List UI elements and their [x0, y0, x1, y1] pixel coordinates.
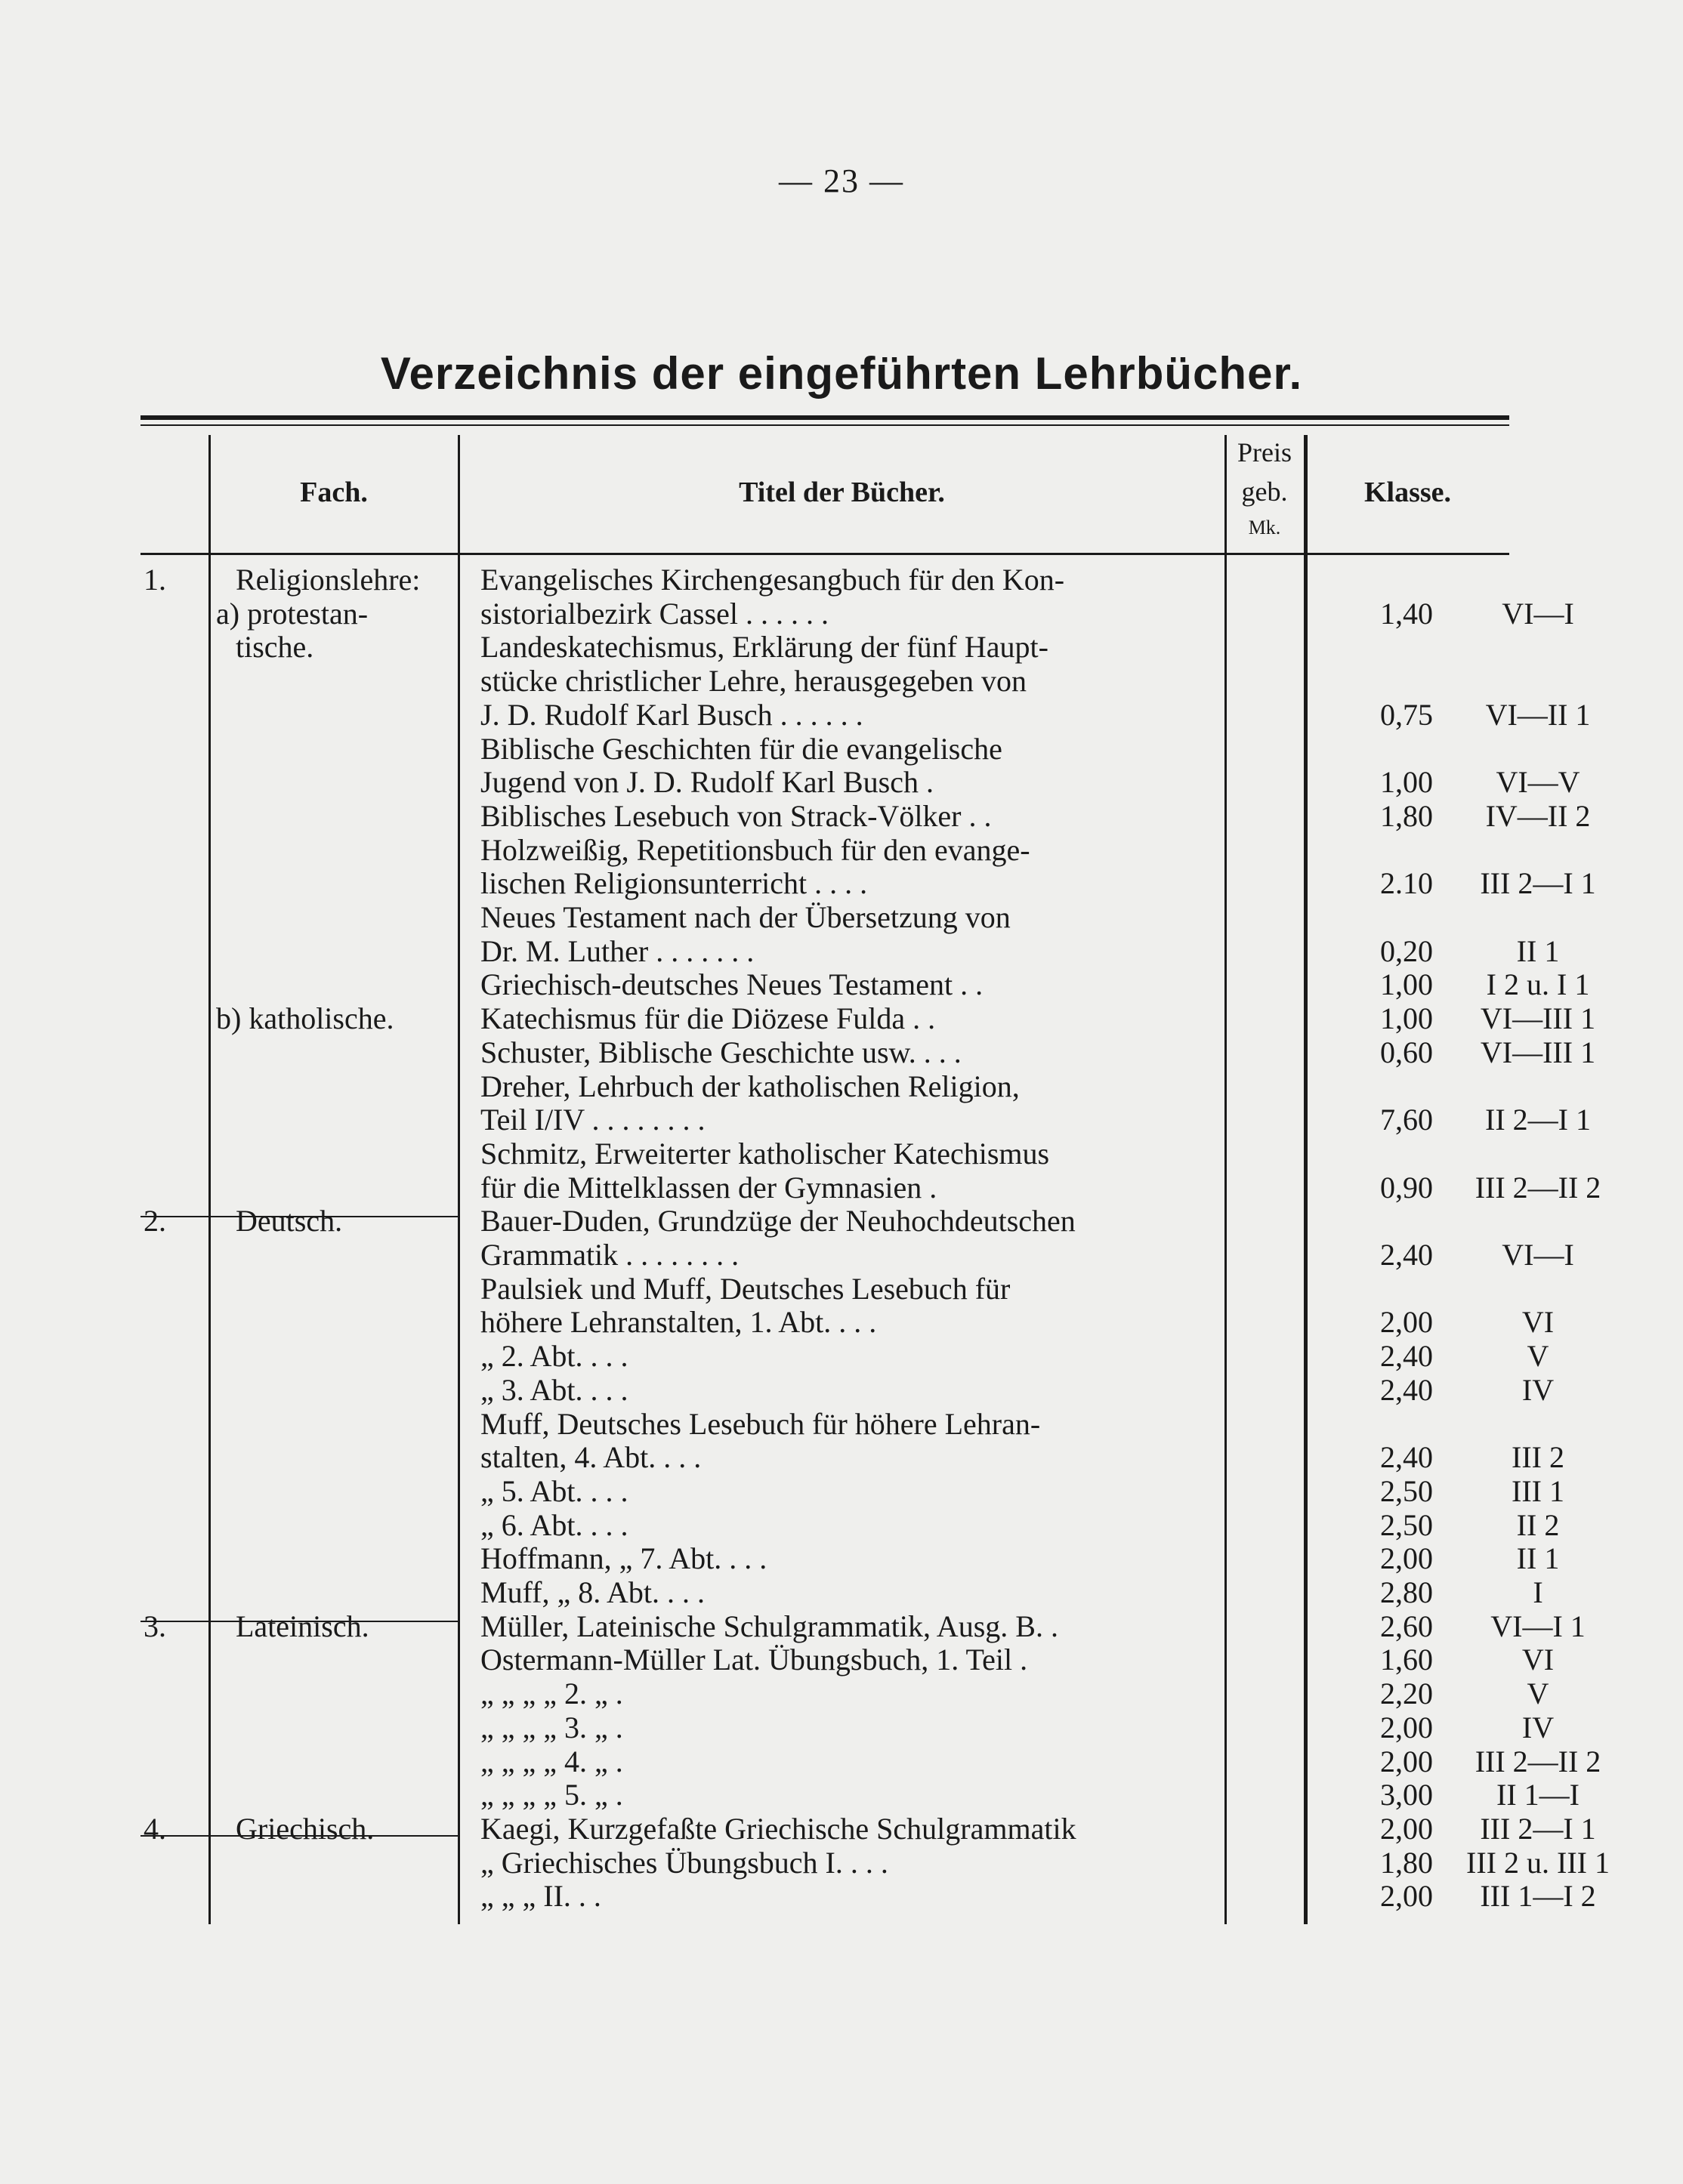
row-subject: Deutsch.	[236, 1204, 343, 1239]
table-top-rule-thick	[141, 415, 1509, 420]
header-klasse: Klasse.	[1363, 477, 1452, 508]
row-title: „ 3. Abt. . . .	[480, 1372, 628, 1407]
row-price: 0,60	[1380, 1035, 1433, 1069]
row-class: IV	[1521, 1372, 1555, 1407]
row-subject: tische.	[236, 630, 314, 665]
row-title: Grammatik . . . . . . . .	[480, 1238, 740, 1272]
row-price: 2,50	[1380, 1473, 1433, 1508]
row-class: VI—III 1	[1480, 1035, 1596, 1069]
row-number: 2.	[144, 1204, 166, 1239]
row-class: III 2	[1512, 1440, 1564, 1475]
row-class: II 1	[1516, 1541, 1560, 1576]
row-price: 2,50	[1380, 1507, 1433, 1542]
row-price: 2,00	[1380, 1305, 1433, 1340]
row-class: III 2—II 2	[1475, 1170, 1601, 1205]
row-price: 0,75	[1380, 697, 1433, 732]
row-class: VI—V	[1496, 765, 1580, 800]
header-preis: Preis	[1237, 437, 1292, 467]
row-class: VI—I	[1502, 1238, 1574, 1272]
row-title: „ „ „ „ 5. „ .	[480, 1778, 623, 1812]
row-title: „ 5. Abt. . . .	[480, 1473, 628, 1508]
header-mk: Mk.	[1248, 517, 1281, 538]
row-price: 2,40	[1380, 1372, 1433, 1407]
column-divider-num	[208, 435, 211, 1924]
row-title: für die Mittelklassen der Gymnasien .	[480, 1170, 937, 1205]
row-subject: Lateinisch.	[236, 1609, 369, 1643]
row-title: „ „ „ „ 4. „ .	[480, 1744, 623, 1778]
row-title: Dreher, Lehrbuch der katholischen Religion,	[480, 1069, 1020, 1103]
row-title: Griechisch-deutsches Neues Testament . .	[480, 967, 984, 1002]
row-title: Müller, Lateinische Schulgrammatik, Ausg. B. .	[480, 1609, 1058, 1643]
row-class: VI—I	[1502, 596, 1574, 631]
row-price: 2.10	[1380, 866, 1433, 901]
row-title: Jugend von J. D. Rudolf Karl Busch .	[480, 765, 934, 800]
row-title: Kaegi, Kurzgefaßte Griechische Schulgrammatik	[480, 1811, 1076, 1846]
row-title: „ „ „ II. . .	[480, 1879, 601, 1914]
row-class: III 2—I 1	[1480, 1811, 1596, 1846]
row-title: höhere Lehranstalten, 1. Abt. . . .	[480, 1305, 877, 1340]
row-title: Ostermann-Müller Lat. Übungsbuch, 1. Teil .	[480, 1643, 1028, 1677]
row-class: II 1	[1516, 933, 1560, 968]
row-class: III 2—II 2	[1475, 1744, 1601, 1778]
textbook-table	[141, 415, 1610, 1924]
row-subject: b) katholische.	[216, 1001, 394, 1036]
header-titel: Titel der Bücher.	[739, 477, 945, 508]
row-title: Schmitz, Erweiterter katholischer Katechismus	[480, 1136, 1050, 1171]
row-price: 2,40	[1380, 1339, 1433, 1374]
row-price: 1,00	[1380, 1001, 1433, 1036]
row-subject: Religionslehre:	[236, 563, 421, 597]
row-class: I 2 u. I 1	[1486, 967, 1590, 1002]
row-price: 2,40	[1380, 1440, 1433, 1475]
row-price: 2,00	[1380, 1879, 1433, 1914]
row-number: 3.	[144, 1609, 166, 1643]
row-price: 2,00	[1380, 1744, 1433, 1778]
row-title: J. D. Rudolf Karl Busch . . . . . .	[480, 697, 863, 732]
row-title: Hoffmann, „ 7. Abt. . . .	[480, 1541, 767, 1576]
row-title: Muff, Deutsches Lesebuch für höhere Lehran-	[480, 1406, 1041, 1441]
row-title: Teil I/IV . . . . . . . .	[480, 1103, 706, 1137]
row-class: V	[1527, 1677, 1549, 1711]
row-price: 2,00	[1380, 1710, 1433, 1744]
row-price: 2,40	[1380, 1238, 1433, 1272]
row-price: 1,40	[1380, 596, 1433, 631]
row-class: VI—III 1	[1480, 1001, 1596, 1036]
row-title: „ Griechisches Übungsbuch I. . . .	[480, 1845, 888, 1880]
row-subject: a) protestan-	[216, 596, 369, 631]
row-title: stalten, 4. Abt. . . .	[480, 1440, 702, 1475]
row-price: 3,00	[1380, 1778, 1433, 1812]
table-top-rule-thin	[141, 424, 1509, 426]
row-title: lischen Religionsunterricht . . . .	[480, 866, 868, 901]
page-number: — 23 —	[779, 162, 904, 199]
row-class: II 1—I	[1496, 1778, 1580, 1812]
row-class: III 1	[1512, 1473, 1564, 1508]
row-price: 2,60	[1380, 1609, 1433, 1643]
row-title: Paulsiek und Muff, Deutsches Lesebuch für	[480, 1271, 1011, 1306]
row-price: 7,60	[1380, 1103, 1433, 1137]
row-class: I	[1533, 1575, 1543, 1609]
row-title: Biblische Geschichten für die evangelische	[480, 731, 1002, 766]
row-number: 4.	[144, 1811, 166, 1846]
row-price: 2,80	[1380, 1575, 1433, 1609]
row-price: 1,00	[1380, 765, 1433, 800]
row-title: Holzweißig, Repetitionsbuch für den evange-	[480, 832, 1030, 867]
row-class: II 2	[1516, 1507, 1560, 1542]
row-price: 0,90	[1380, 1170, 1433, 1205]
row-title: Landeskatechismus, Erklärung der fünf Haupt-	[480, 630, 1048, 665]
row-class: III 1—I 2	[1480, 1879, 1596, 1914]
row-title: „ „ „ „ 3. „ .	[480, 1710, 623, 1744]
row-title: Muff, „ 8. Abt. . . .	[480, 1575, 706, 1609]
row-title: Biblisches Lesebuch von Strack-Völker . .	[480, 798, 992, 833]
row-title: stücke christlicher Lehre, herausgegeben von	[480, 664, 1027, 699]
row-class: V	[1527, 1339, 1549, 1374]
row-title: Neues Testament nach der Übersetzung von	[480, 900, 1011, 934]
row-price: 1,60	[1380, 1643, 1433, 1677]
row-title: „ 6. Abt. . . .	[480, 1507, 628, 1542]
row-price: 1,80	[1380, 798, 1433, 833]
row-class: VI	[1521, 1305, 1555, 1340]
row-class: IV—II 2	[1485, 798, 1591, 833]
document-title: Verzeichnis der eingeführten Lehrbücher.	[380, 348, 1303, 399]
row-price: 0,20	[1380, 933, 1433, 968]
row-title: Bauer-Duden, Grundzüge der Neuhochdeutschen	[480, 1204, 1076, 1239]
header-geb: geb.	[1241, 477, 1288, 507]
row-class: III 2 u. III 1	[1466, 1845, 1610, 1880]
row-title: „ „ „ „ 2. „ .	[480, 1677, 623, 1711]
header-fach: Fach.	[300, 477, 368, 508]
row-number: 1.	[144, 563, 166, 597]
row-class: VI—II 1	[1485, 697, 1591, 732]
row-price: 1,80	[1380, 1845, 1433, 1880]
row-class: VI—I 1	[1490, 1609, 1586, 1643]
row-price: 2,00	[1380, 1541, 1433, 1576]
row-title: Katechismus für die Diözese Fulda . .	[480, 1001, 936, 1036]
row-title: Schuster, Biblische Geschichte usw. . . .	[480, 1035, 962, 1069]
row-class: II 2—I 1	[1485, 1103, 1591, 1137]
row-price: 2,20	[1380, 1677, 1433, 1711]
row-price: 1,00	[1380, 967, 1433, 1002]
row-title: Evangelisches Kirchengesangbuch für den Kon-	[480, 563, 1065, 597]
row-title: Dr. M. Luther . . . . . . .	[480, 933, 755, 968]
row-class: III 2—I 1	[1480, 866, 1596, 901]
row-class: IV	[1521, 1710, 1555, 1744]
row-class: VI	[1521, 1643, 1555, 1677]
row-subject: Griechisch.	[236, 1811, 375, 1846]
row-title: sistorialbezirk Cassel . . . . . .	[480, 596, 829, 631]
row-price: 2,00	[1380, 1811, 1433, 1846]
row-title: „ 2. Abt. . . .	[480, 1339, 628, 1374]
